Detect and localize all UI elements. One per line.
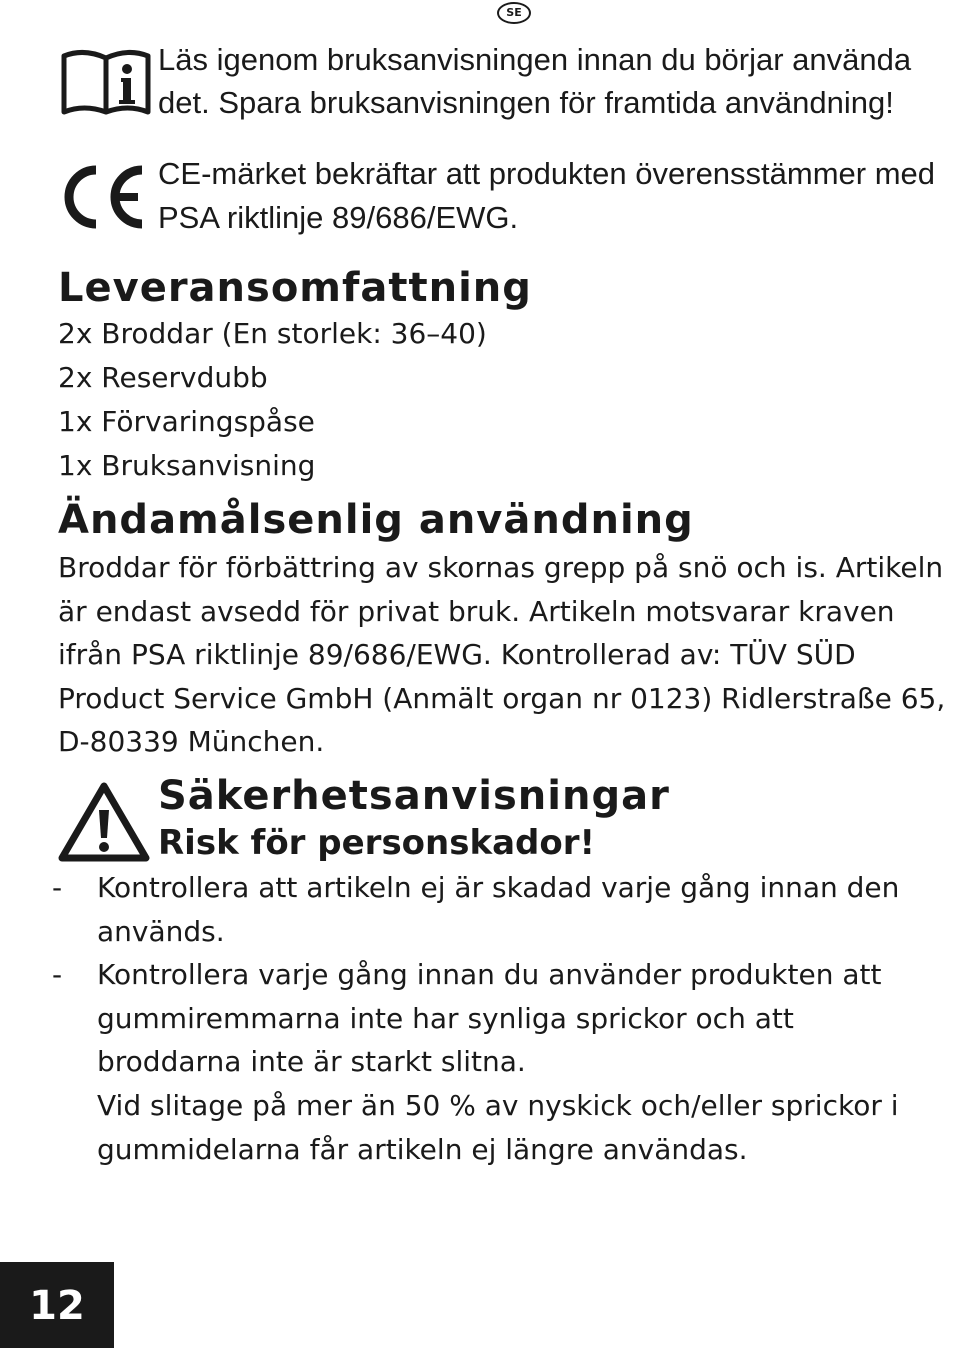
warning-triangle-icon bbox=[58, 780, 150, 862]
bullet-marker: - bbox=[52, 871, 63, 904]
safety-heading: Säkerhetsanvisningar bbox=[158, 773, 670, 819]
bullet-text: Kontrollera varje gång innan du använder produkten att gummiremmarna inte har synliga sprickor och att broddarna inte är starkt slitna. bbox=[97, 958, 882, 1078]
list-item: 2x Broddar (En storlek: 36–40) bbox=[58, 317, 487, 350]
delivery-heading: Leveransomfattning bbox=[58, 265, 532, 311]
intended-use-heading: Ändamålsenlig användning bbox=[58, 497, 694, 543]
list-item bbox=[52, 866, 942, 953]
language-badge: SE bbox=[497, 2, 531, 24]
list-item: 1x Förvaringspåse bbox=[58, 405, 315, 438]
list-item: 1x Bruksanvisning bbox=[58, 449, 316, 482]
ce-line: CE-märket bekräftar att produkten överensstämmer med bbox=[158, 156, 936, 191]
safety-note: Vid slitage på mer än 50 % av nyskick och/eller sprickor i gummidelarna får artikeln ej längre användas. bbox=[97, 1089, 899, 1166]
manual-info-icon bbox=[58, 40, 154, 120]
delivery-list bbox=[58, 312, 487, 488]
safety-subheading: Risk för personskador! bbox=[158, 823, 596, 863]
bullet-text: Kontrollera att artikeln ej är skadad varje gång innan den används. bbox=[97, 871, 900, 948]
ce-line: PSA riktlinje 89/686/EWG. bbox=[158, 200, 519, 235]
list-item: 2x Reservdubb bbox=[58, 361, 268, 394]
safety-list bbox=[52, 866, 942, 1084]
list-item bbox=[52, 953, 942, 1084]
info-line: Läs igenom bruksanvisningen innan du börjar använda bbox=[158, 42, 912, 77]
intended-use-text: Broddar för förbättring av skornas grepp på snö och is. Artikeln är endast avsedd för privat bruk. Artikeln motsvarar kraven ifrån PSA riktlinje 89/686/EWG. Kontrollerad av: TÜV SÜD Product Service GmbH (Anmält organ nr 0123) Ridlerstraße 65, D-80339 München. bbox=[58, 551, 946, 758]
bullet-marker: - bbox=[52, 958, 63, 991]
info-line: det. Spara bruksanvisningen för framtida användning! bbox=[158, 85, 894, 120]
ce-mark-icon bbox=[58, 158, 148, 236]
page-number: 12 bbox=[0, 1262, 114, 1348]
